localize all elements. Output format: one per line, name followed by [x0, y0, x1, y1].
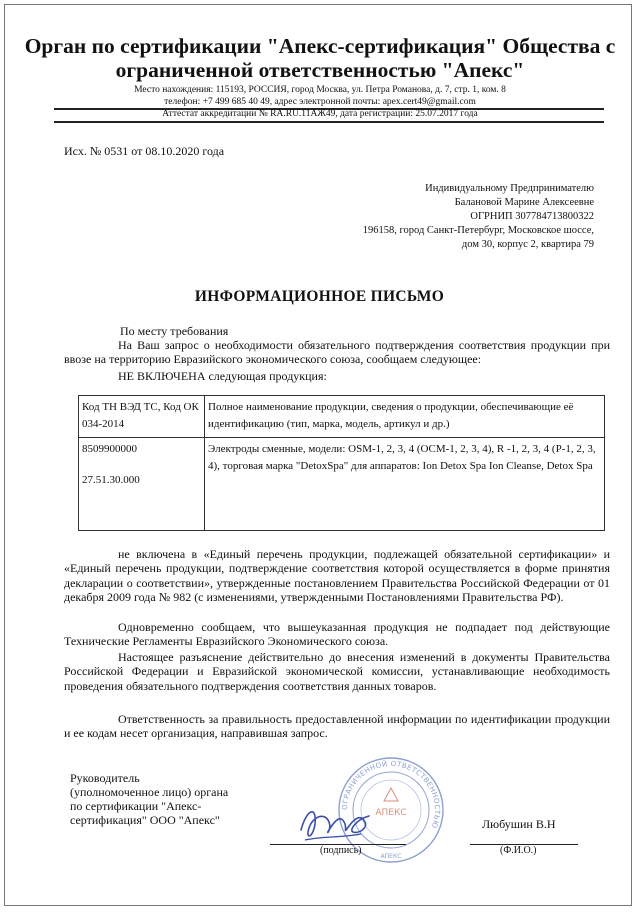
org-address: Место нахождения: 115193, РОССИЯ, город Москва, ул. Петра Романова, д. 7, стр. 1, ком. 8: [134, 85, 506, 95]
fio-caption: (Ф.И.О.): [500, 845, 537, 856]
body-paragraph-4: Ответственность за правильность предоставленной информации по идентификации продукции и ее кодам несет организация, направившая запрос.: [64, 712, 610, 741]
handwritten-signature: [295, 800, 375, 848]
table-header-name: Полное наименование продукции, сведения о продукции, обеспечивающие её идентификацию (тип, марка, модель, артикул и др.): [205, 396, 605, 438]
header-rule-bottom: [54, 121, 604, 123]
signer-name: Любушин В.Н: [482, 817, 556, 831]
signature-caption: (подпись): [320, 845, 362, 856]
body-paragraph-1: не включена в «Единый перечень продукции, подлежащей обязательной сертификации» и «Единый перечень продукции, подтверждение соответствия которой осуществляется в форме принятия декларации о соответствии», утвержденные постановлением Правительства Российской Федерации от 01 декабря 2009 года № 982 (с изменениями, утвержденными Постановлениями Правительства РФ).: [64, 547, 610, 605]
product-table: [78, 395, 605, 531]
stamp-bottom-text: АПЕКС: [380, 853, 402, 860]
signer-title-line: по сертификации "Апекс-: [70, 799, 202, 813]
addressee-line: Балановой Марине Алексеевне: [454, 197, 594, 208]
stamp-ring-text: ОГРАНИЧЕННОЙ ОТВЕТСТВЕННОСТЬЮ: [340, 759, 442, 830]
addressee-line: 196158, город Санкт-Петербург, Московское шоссе,: [362, 225, 594, 236]
document-title: ИНФОРМАЦИОННОЕ ПИСЬМО: [194, 288, 445, 305]
org-accreditation: Аттестат аккредитации № RA.RU.11АЖ49, дата регистрации: 25.07.2017 года: [162, 109, 478, 119]
table-cell-product: Электроды сменные, модели: OSM-1, 2, 3, 4 (OCM-1, 2, 3, 4), R -1, 2, 3, 4 (P-1, 2, 3, 4), торговая марка "DetoxSpa" для аппаратов: Ion Detox Spa Ion Cleanse, Detox Spa: [205, 438, 605, 531]
intro-place: По месту требования: [120, 324, 229, 338]
signer-title-line: сертификация" ООО "Апекс": [70, 813, 220, 827]
stamp-center-text: АПЕКС: [375, 808, 407, 818]
outgoing-number: Исх. № 0531 от 08.10.2020 года: [64, 144, 225, 158]
table-code-tnved: 8509900000: [82, 443, 137, 455]
body-paragraph-2: Одновременно сообщаем, что вышеуказанная продукция не подпадает под действующие Технические Регламенты Евразийского Экономического союза.: [64, 620, 610, 649]
table-header-code: Код ТН ВЭД ТС, Код ОК 034-2014: [79, 396, 205, 438]
intro-not-included: НЕ ВКЛЮЧЕНА следующая продукция:: [118, 369, 327, 383]
addressee-line: Индивидуальному Предпринимателю: [425, 183, 594, 194]
signer-title-line: Руководитель: [70, 771, 140, 785]
addressee-line: дом 30, корпус 2, квартира 79: [461, 239, 594, 250]
org-contacts: телефон: +7 499 685 40 49, адрес электронной почты: apex.cert49@gmail.com: [164, 97, 476, 107]
table-cell-codes: [79, 438, 205, 531]
intro-request: На Ваш запрос о необходимости обязательного подтверждения соответствия продукции при ввозе на территорию Евразийского экономического союза, сообщаем следующее:: [64, 338, 610, 367]
signer-title-line: (уполномоченное лицо) органа: [70, 785, 229, 799]
body-paragraph-3: Настоящее разъяснение действительно до внесения изменений в документы Правительства Российской Федерации и Евразийской экономической комиссии, устанавливающие необходимость проведения обязательного подтверждения соответствия данных товаров.: [64, 650, 610, 693]
table-code-okpd: 27.51.30.000: [82, 474, 140, 486]
addressee-line: ОГРНИП 307784713800322: [470, 211, 594, 222]
org-title: Орган по сертификации "Апекс-сертификация" Общества с ограниченной ответственностью "Апекс": [24, 34, 616, 82]
